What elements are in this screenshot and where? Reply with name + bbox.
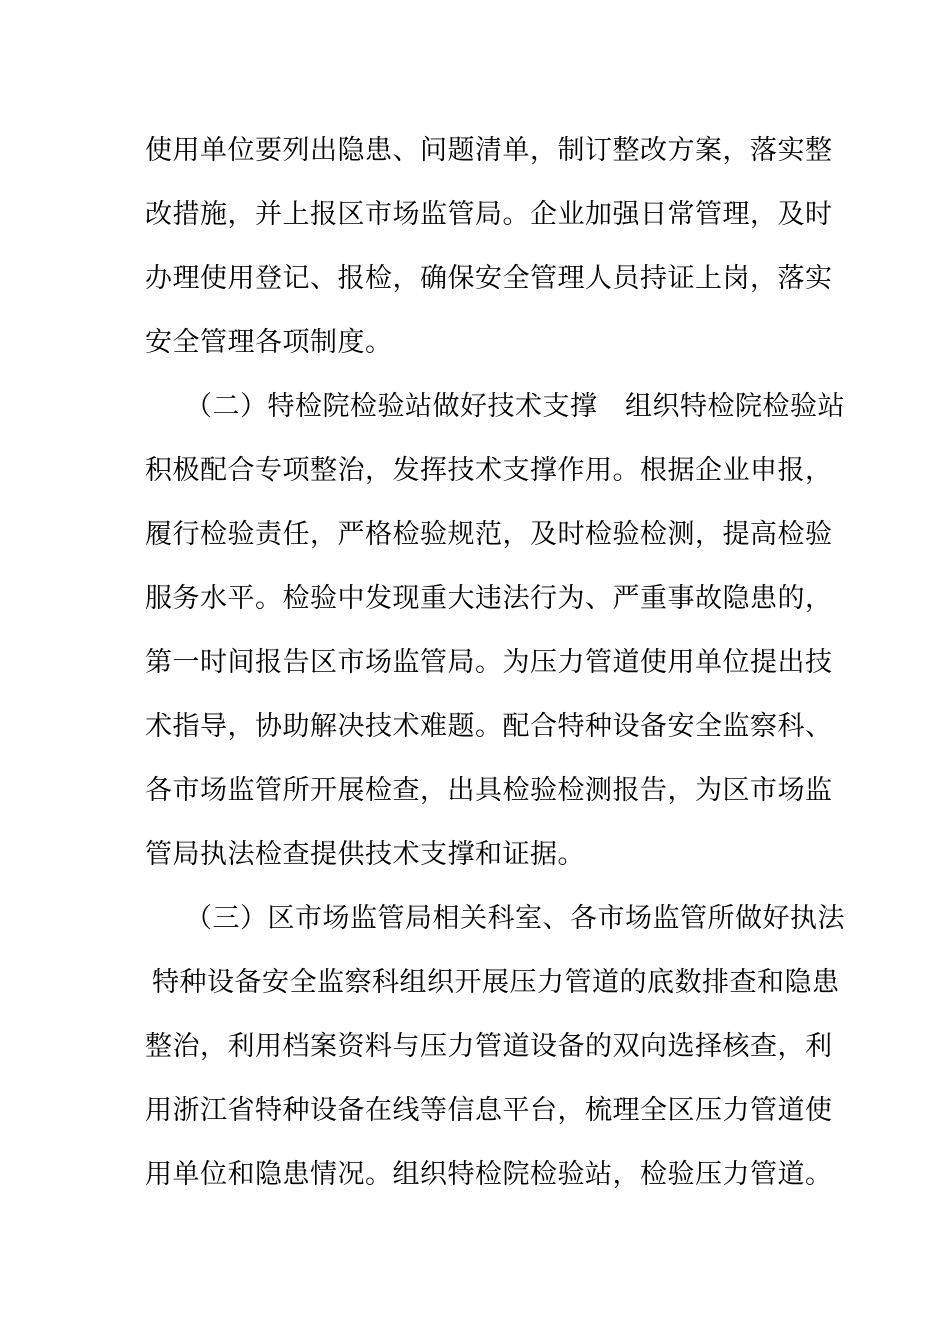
paragraph2-line-1: 积极配合专项整治，发挥技术支撑作用。根据企业申报， bbox=[145, 455, 833, 486]
paragraph1-line-3: 办理使用登记、报检，确保安全管理人员持证上岗，落实 bbox=[145, 263, 833, 294]
paragraph3-heading: （三）区市场监管局相关科室、各市场监管所做好执法 bbox=[185, 903, 845, 934]
paragraph3-line-4: 用单位和隐患情况。组织特检院检验站，检验压力管道。 bbox=[145, 1159, 833, 1190]
paragraph1-line-4: 安全管理各项制度。 bbox=[145, 327, 393, 358]
paragraph1-line-1: 使用单位要列出隐患、问题清单，制订整改方案，落实整 bbox=[145, 135, 833, 166]
paragraph3-line-1: 特种设备安全监察科组织开展压力管道的底数排查和隐患 bbox=[152, 967, 840, 998]
paragraph2-line-2: 履行检验责任，严格检验规范，及时检验检测，提高检验 bbox=[145, 519, 833, 550]
paragraph3-line-2: 整治，利用档案资料与压力管道设备的双向选择核查，利 bbox=[145, 1031, 833, 1062]
paragraph3-line-3: 用浙江省特种设备在线等信息平台，梳理全区压力管道使 bbox=[145, 1095, 833, 1126]
paragraph2-line-7: 管局执法检查提供技术支撑和证据。 bbox=[145, 839, 585, 870]
paragraph2-line-5: 术指导，协助解决技术难题。配合特种设备安全监察科、 bbox=[145, 711, 833, 742]
paragraph2-line-6: 各市场监管所开展检查，出具检验检测报告，为区市场监 bbox=[145, 775, 833, 806]
paragraph1-line-2: 改措施，并上报区市场监管局。企业加强日常管理，及时 bbox=[145, 199, 833, 230]
paragraph2-heading: （二）特检院检验站做好技术支撑 组织特检院检验站 bbox=[185, 391, 845, 422]
paragraph2-line-3: 服务水平。检验中发现重大违法行为、严重事故隐患的， bbox=[145, 583, 833, 614]
paragraph2-line-4: 第一时间报告区市场监管局。为压力管道使用单位提出技 bbox=[145, 647, 833, 678]
